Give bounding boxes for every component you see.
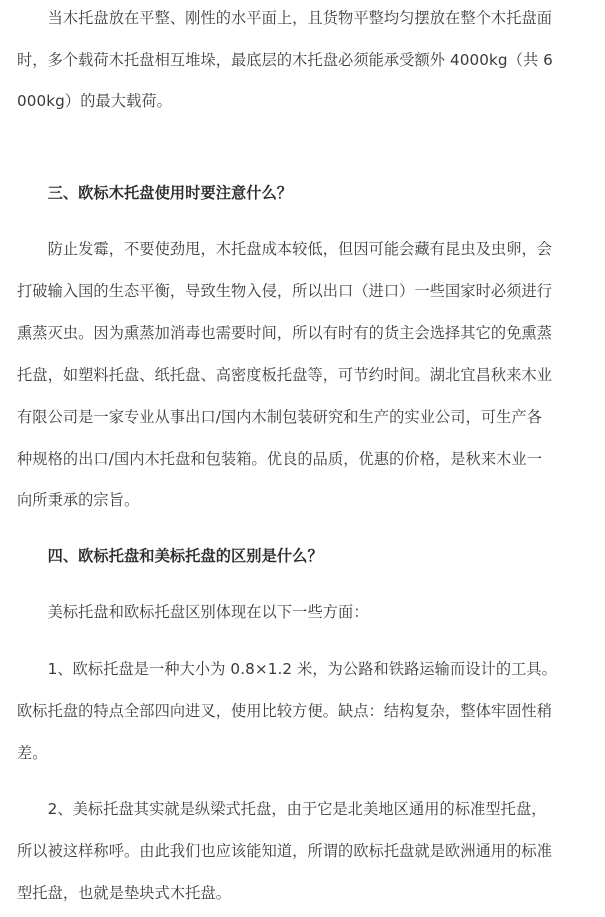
paragraph-line: 差。: [17, 744, 48, 762]
paragraph-line: 打破输入国的生态平衡，导致生物入侵，所以出口（进口）一些国家时必须进行: [17, 282, 553, 300]
paragraph-line: 000kg）的最大载荷。: [17, 92, 172, 110]
section-heading-4: 四、欧标托盘和美标托盘的区别是什么？: [17, 547, 323, 565]
paragraph-line: 有限公司是一家专业从事出口/国内木制包装研究和生产的实业公司，可生产各: [17, 408, 542, 426]
paragraph-line: 种规格的出口/国内木托盘和包装箱。优良的品质，优惠的价格，是秋来木业一: [17, 450, 542, 468]
paragraph-line: 欧标托盘的特点全部四向进叉，使用比较方便。缺点：结构复杂，整体牢固性稍: [17, 702, 553, 720]
paragraph-line: 美标托盘和欧标托盘区别体现在以下一些方面：: [17, 603, 369, 621]
paragraph-line: 托盘，如塑料托盘、纸托盘、高密度板托盘等，可节约时间。湖北宜昌秋来木业: [17, 366, 553, 384]
paragraph-line: 所以被这样称呼。由此我们也应该能知道，所谓的欧标托盘就是欧洲通用的标准: [17, 842, 553, 860]
paragraph-line: 型托盘，也就是垫块式木托盘。: [17, 884, 232, 902]
paragraph-line: 向所秉承的宗旨。: [17, 491, 140, 509]
section-heading-3: 三、欧标木托盘使用时要注意什么？: [17, 184, 293, 202]
paragraph-line: 1、欧标托盘是一种大小为 0.8×1.2 米，为公路和铁路运输而设计的工具。: [17, 660, 557, 678]
paragraph-line: 防止发霉，不要使劲甩，木托盘成本较低，但因可能会藏有昆虫及虫卵，会: [17, 240, 553, 258]
paragraph-line: 时，多个载荷木托盘相互堆垛，最底层的木托盘必须能承受额外 4000kg（共 6: [17, 51, 553, 69]
paragraph-line: 熏蒸灭虫。因为熏蒸加消毒也需要时间，所以有时有的货主会选择其它的免熏蒸: [17, 324, 553, 342]
paragraph-line: 2、美标托盘其实就是纵梁式托盘，由于它是北美地区通用的标准型托盘，: [17, 800, 547, 818]
paragraph-line: 当木托盘放在平整、刚性的水平面上，且货物平整均匀摆放在整个木托盘面: [17, 9, 553, 27]
